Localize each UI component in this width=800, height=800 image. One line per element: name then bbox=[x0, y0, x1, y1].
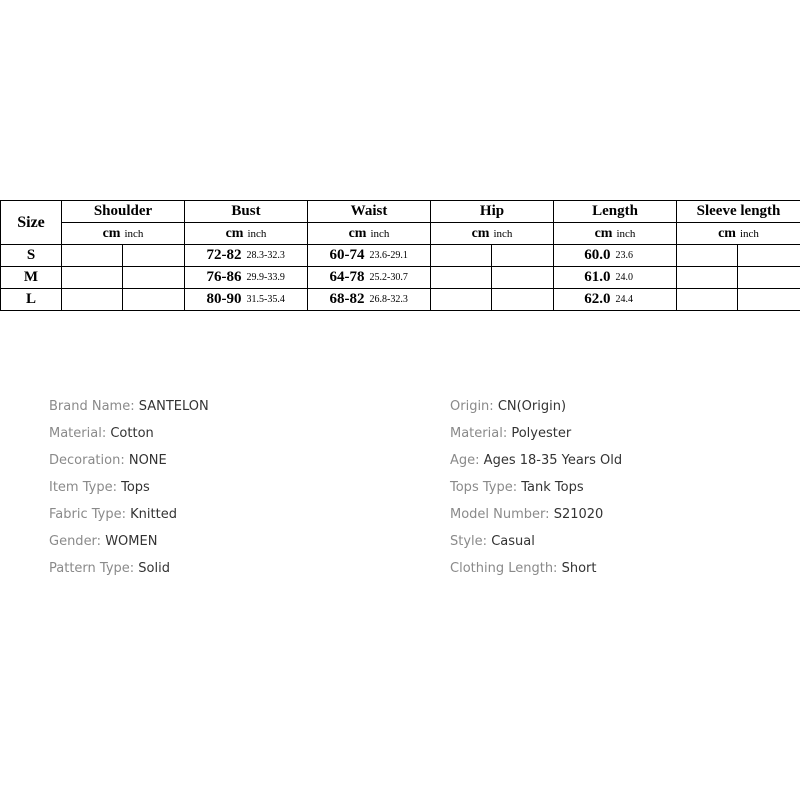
column-header-hip: Hip bbox=[431, 201, 554, 223]
spec-row: Tops Type: Tank Tops bbox=[450, 480, 584, 495]
item-specifics-left bbox=[49, 396, 209, 585]
sleeve-cm-cell bbox=[677, 267, 738, 289]
hip-cm-cell bbox=[431, 289, 492, 311]
spec-row: Style: Casual bbox=[450, 534, 535, 549]
spec-row: Brand Name: SANTELON bbox=[49, 399, 209, 414]
bust-inch-cell: 31.5-35.4 bbox=[246, 289, 308, 311]
length-inch-cell: 24.4 bbox=[615, 289, 677, 311]
waist-cm-cell: 68-82 bbox=[308, 289, 369, 311]
hip-inch-cell bbox=[492, 289, 554, 311]
shoulder-inch-cell bbox=[123, 245, 185, 267]
sleeve-inch-cell bbox=[738, 267, 800, 289]
unit-cell: cm inch bbox=[62, 223, 185, 245]
bust-inch-cell: 29.9-33.9 bbox=[246, 267, 308, 289]
spec-row: Clothing Length: Short bbox=[450, 561, 597, 576]
length-cm-cell: 60.0 bbox=[554, 245, 615, 267]
size-chart-table bbox=[0, 200, 800, 311]
length-cm-cell: 61.0 bbox=[554, 267, 615, 289]
spec-row: Pattern Type: Solid bbox=[49, 561, 170, 576]
bust-cm-cell: 76-86 bbox=[185, 267, 246, 289]
shoulder-inch-cell bbox=[123, 267, 185, 289]
size-table-header-row bbox=[1, 201, 800, 223]
column-header-bust: Bust bbox=[185, 201, 308, 223]
shoulder-cm-cell bbox=[62, 245, 123, 267]
sleeve-inch-cell bbox=[738, 289, 800, 311]
bust-inch-cell: 28.3-32.3 bbox=[246, 245, 308, 267]
column-header-sleeve-length: Sleeve length bbox=[677, 201, 800, 223]
spec-row: Fabric Type: Knitted bbox=[49, 507, 177, 522]
hip-cm-cell bbox=[431, 245, 492, 267]
spec-row: Gender: WOMEN bbox=[49, 534, 158, 549]
length-cm-cell: 62.0 bbox=[554, 289, 615, 311]
hip-inch-cell bbox=[492, 267, 554, 289]
waist-inch-cell: 25.2-30.7 bbox=[369, 267, 431, 289]
size-label: M bbox=[1, 267, 62, 289]
size-table-units-row bbox=[1, 223, 800, 245]
unit-cell: cm inch bbox=[677, 223, 800, 245]
size-row-l bbox=[1, 289, 800, 311]
unit-cell: cm inch bbox=[431, 223, 554, 245]
unit-cell: cm inch bbox=[185, 223, 308, 245]
column-header-shoulder: Shoulder bbox=[62, 201, 185, 223]
size-row-s bbox=[1, 245, 800, 267]
size-label: L bbox=[1, 289, 62, 311]
waist-inch-cell: 23.6-29.1 bbox=[369, 245, 431, 267]
size-column-header: Size bbox=[1, 201, 62, 245]
length-inch-cell: 23.6 bbox=[615, 245, 677, 267]
spec-row: Material: Polyester bbox=[450, 426, 572, 441]
waist-inch-cell: 26.8-32.3 bbox=[369, 289, 431, 311]
spec-row: Model Number: S21020 bbox=[450, 507, 604, 522]
shoulder-inch-cell bbox=[123, 289, 185, 311]
item-specifics-right bbox=[450, 396, 622, 585]
column-header-length: Length bbox=[554, 201, 677, 223]
unit-cell: cm inch bbox=[308, 223, 431, 245]
unit-cell: cm inch bbox=[554, 223, 677, 245]
sleeve-inch-cell bbox=[738, 245, 800, 267]
sleeve-cm-cell bbox=[677, 245, 738, 267]
bust-cm-cell: 80-90 bbox=[185, 289, 246, 311]
size-label: S bbox=[1, 245, 62, 267]
spec-row: Decoration: NONE bbox=[49, 453, 167, 468]
shoulder-cm-cell bbox=[62, 289, 123, 311]
hip-inch-cell bbox=[492, 245, 554, 267]
waist-cm-cell: 64-78 bbox=[308, 267, 369, 289]
spec-row: Item Type: Tops bbox=[49, 480, 150, 495]
bust-cm-cell: 72-82 bbox=[185, 245, 246, 267]
length-inch-cell: 24.0 bbox=[615, 267, 677, 289]
shoulder-cm-cell bbox=[62, 267, 123, 289]
sleeve-cm-cell bbox=[677, 289, 738, 311]
spec-row: Age: Ages 18-35 Years Old bbox=[450, 453, 623, 468]
waist-cm-cell: 60-74 bbox=[308, 245, 369, 267]
column-header-waist: Waist bbox=[308, 201, 431, 223]
spec-row: Origin: CN(Origin) bbox=[450, 399, 567, 414]
hip-cm-cell bbox=[431, 267, 492, 289]
spec-row: Material: Cotton bbox=[49, 426, 154, 441]
size-row-m bbox=[1, 267, 800, 289]
